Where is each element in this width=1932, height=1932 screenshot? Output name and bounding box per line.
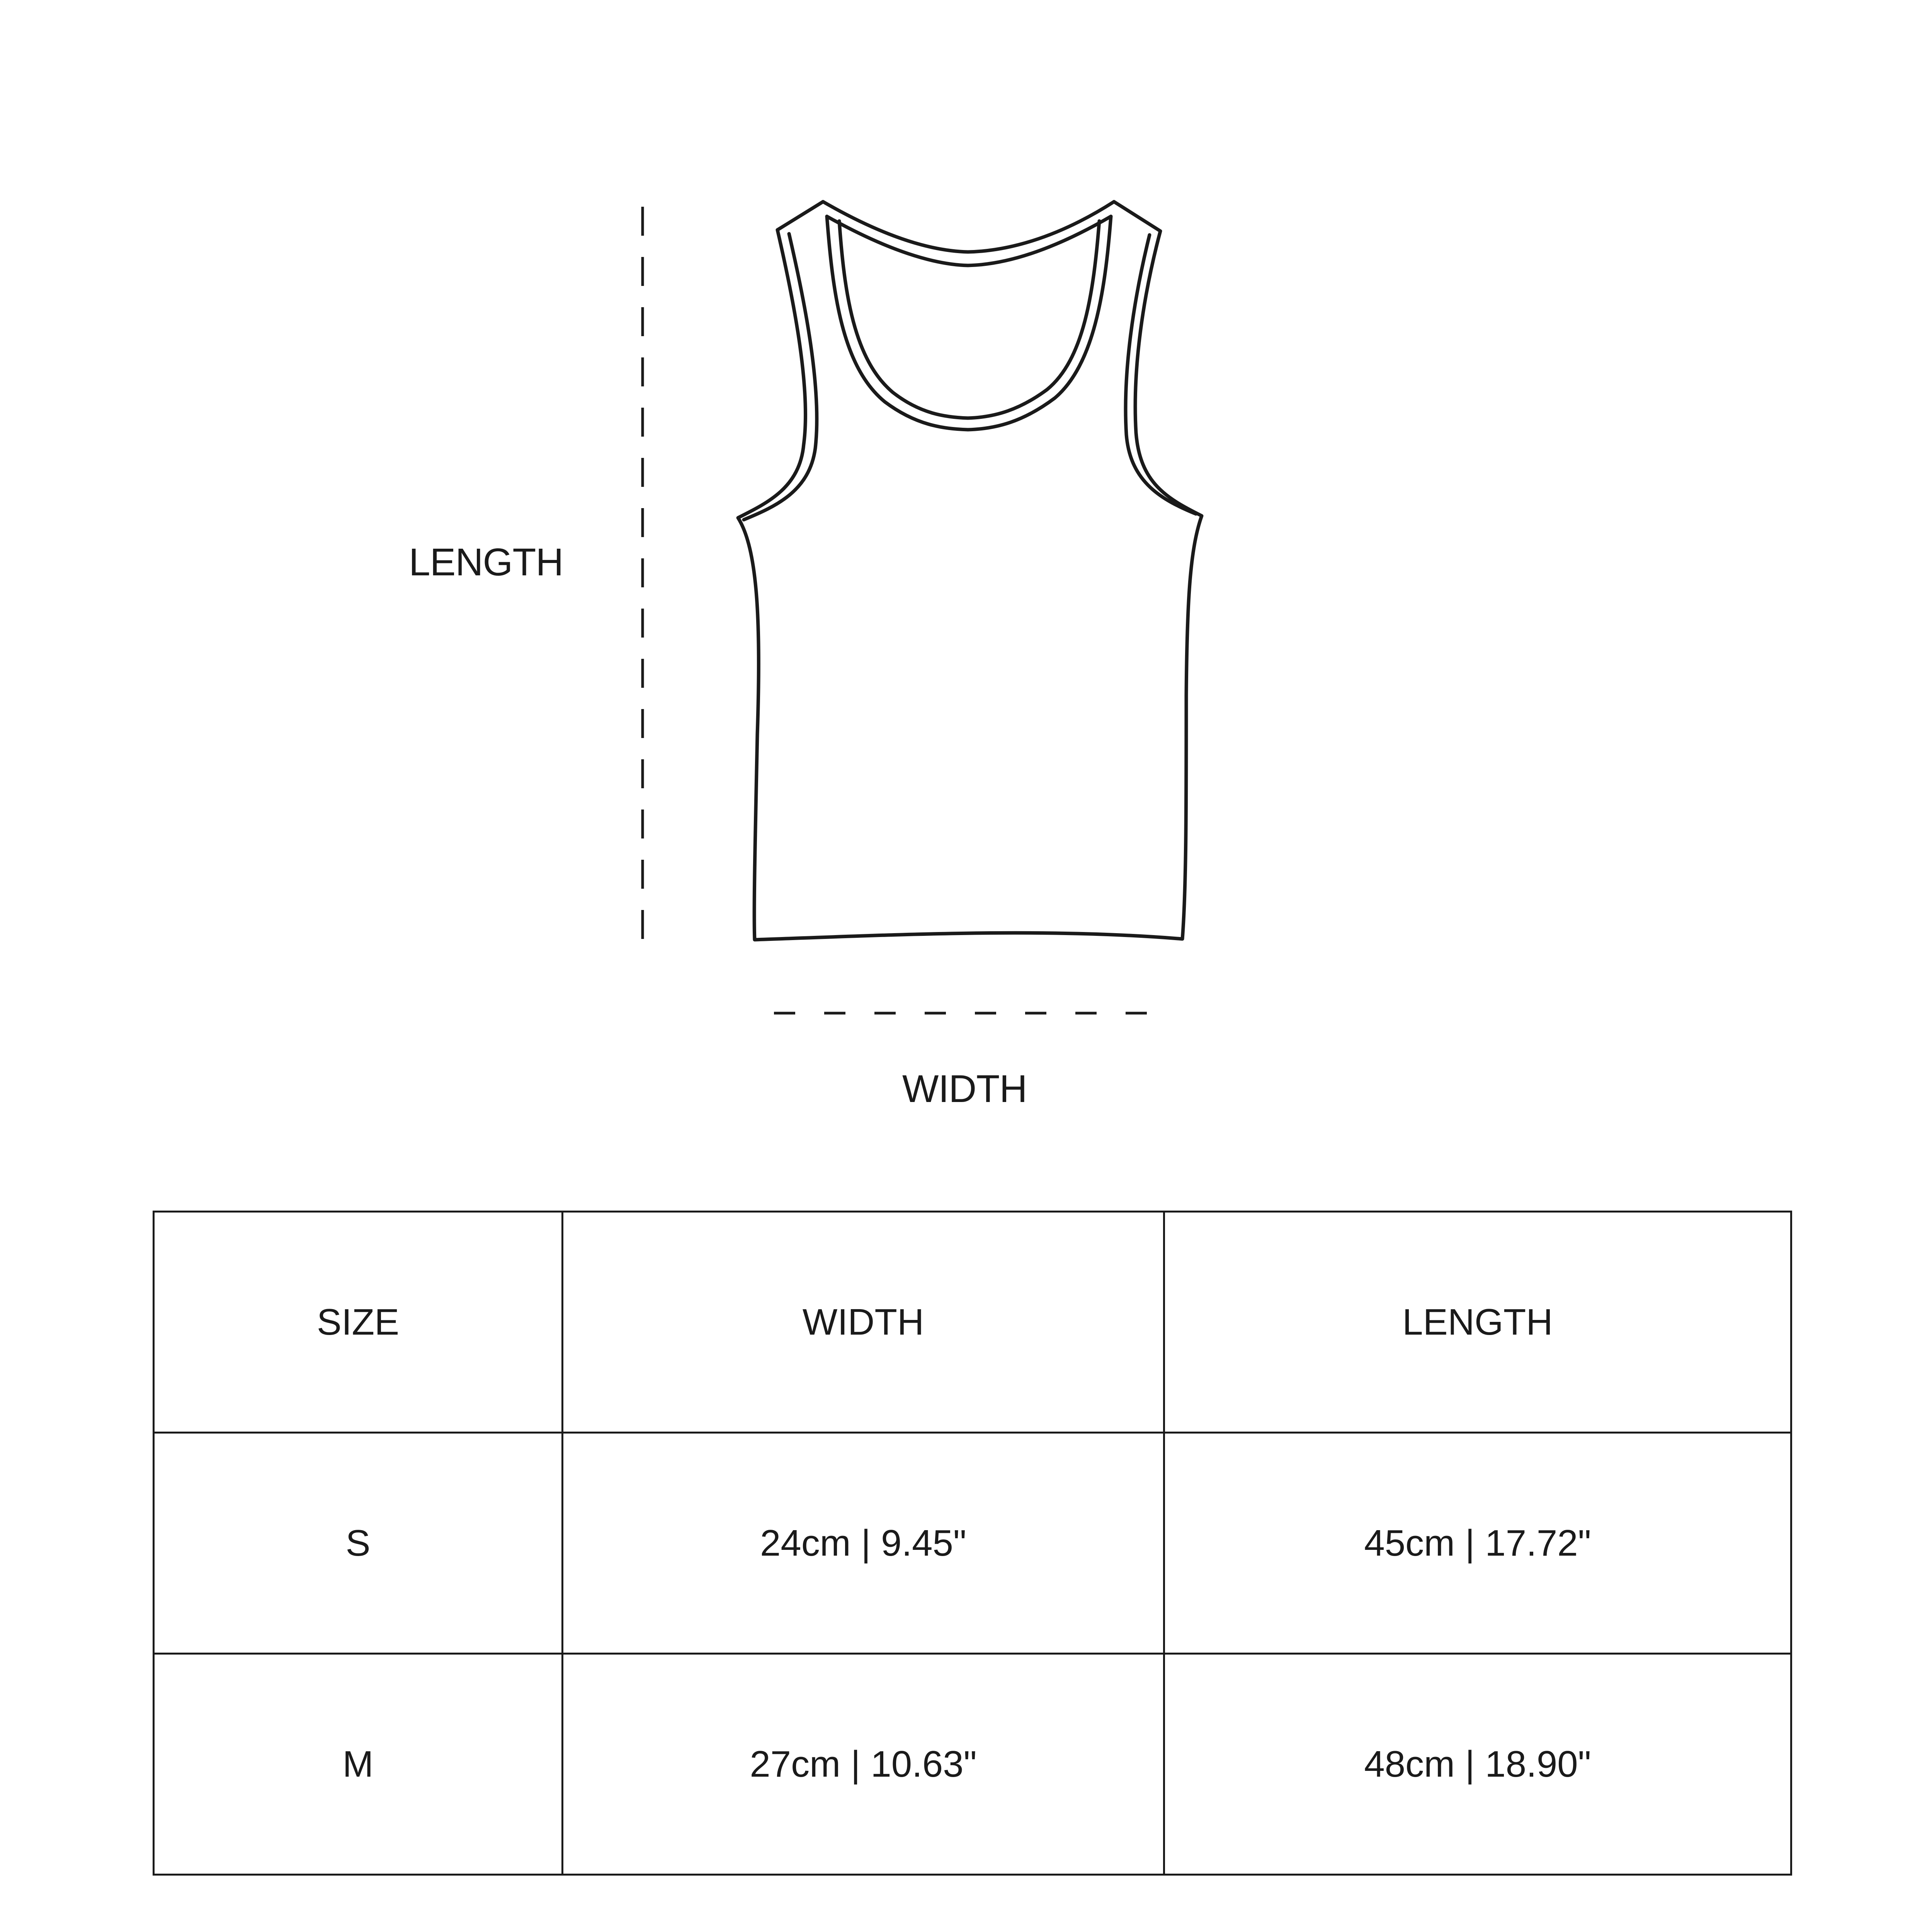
size-cell: M [154, 1654, 563, 1875]
width-label: WIDTH [902, 1067, 1027, 1111]
width-cell: 27cm | 10.63" [563, 1654, 1164, 1875]
length-cell: 45cm | 17.72" [1164, 1433, 1791, 1654]
header-width: WIDTH [563, 1212, 1164, 1433]
tank-top-outline [738, 202, 1202, 940]
size-cell: S [154, 1433, 563, 1654]
table-row [154, 1654, 1791, 1875]
length-cell: 48cm | 18.90" [1164, 1654, 1791, 1875]
header-length: LENGTH [1164, 1212, 1791, 1433]
width-cell: 24cm | 9.45" [563, 1433, 1164, 1654]
length-label: LENGTH [409, 541, 563, 584]
table-row [154, 1433, 1791, 1654]
table-header-row [154, 1212, 1791, 1433]
header-size: SIZE [154, 1212, 563, 1433]
size-chart-table [153, 1211, 1792, 1876]
